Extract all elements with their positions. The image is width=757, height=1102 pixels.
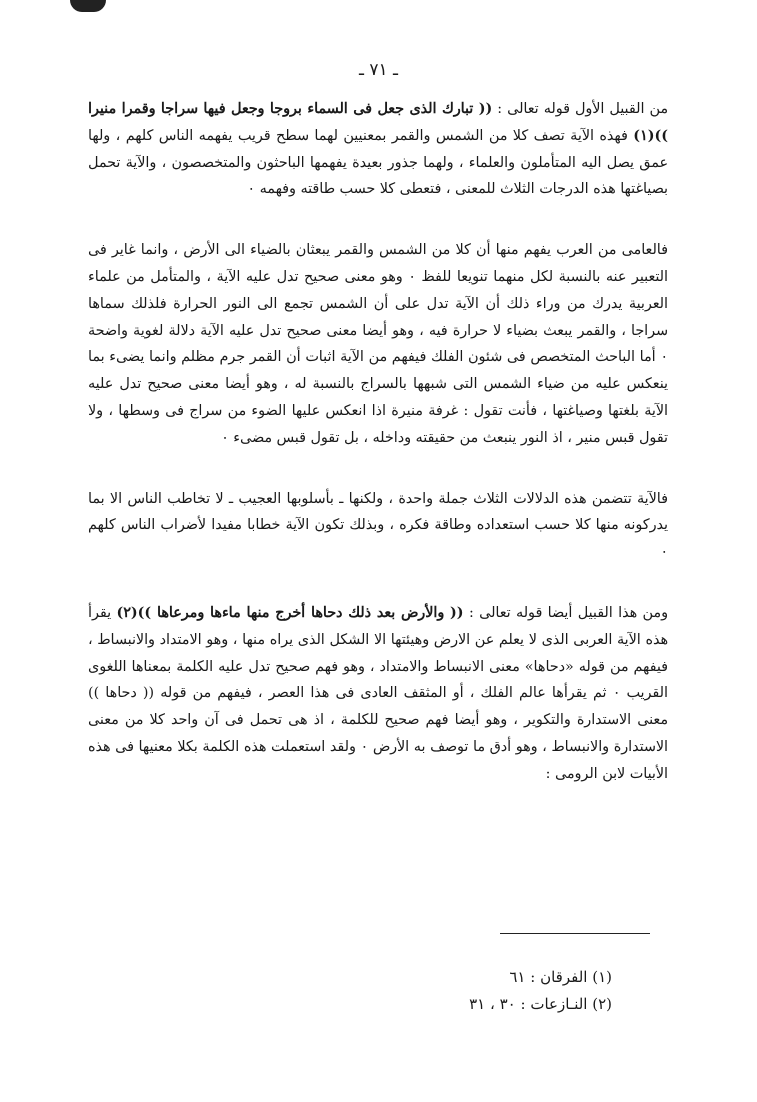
- paragraph-1-text: فهذه الآية تصف كلا من الشمس والقمر بمعنيين لهما سطح قريب يفهمه الناس كلهم ، ولها عمق يصل اليه المتأملون والعلماء ، ولهما جذور بعيدة يفهمها الباحثون والمتخصصون ، والآية تحمل بصياغتها هذه الدرجات الثلاث للمعنى ، فتعطى كلا حسب طاقته وفهمه ٠: [88, 127, 668, 198]
- page-number: ـ ٧١ ـ: [358, 60, 399, 80]
- quran-quote-2: (( والأرض بعد ذلك دحاها أخرج منها ماءها ومرعاها ))(٢): [116, 604, 464, 621]
- footnotes: [300, 964, 612, 1018]
- page-corner-mark: [70, 0, 106, 12]
- footnote-1: (١) الفرقان : ٦١: [509, 968, 612, 986]
- quran-quote-1: (( تبارك الذى جعل فى السماء بروجا وجعل فيها سراجا وقمرا منيرا ))(١): [88, 101, 668, 144]
- footnote-divider: [500, 933, 650, 934]
- paragraph-4-lead: ومن هذا القبيل أيضا قوله تعالى :: [463, 604, 668, 621]
- paragraph-2: فالعامى من العرب يفهم منها أن كلا من الشمس والقمر يبعثان بالضياء الى الأرض ، وانما غاير فى التعبير عنه بالنسبة لكل منهما تنويعا للفظ ٠ وهو معنى صحيح تدل عليه الآية ، والمتأمل من علماء العربية يدرك من وراء ذلك أن الآية تدل على أن الشمس تجمع الى النور الحرارة فلذلك سماها سراجا ، والقمر يبعث بضياء لا حرارة فيه ، وهو أيضا معنى صحيح تدل عليه الآية دلالة لغوية واضحة ٠ أما الباحث المتخصص فى شئون الفلك فيفهم من الآية اثبات أن القمر جرم مظلم وانما يضىء بما ينعكس عليه من ضياء الشمس التى شبهها بالسراج بالنسبة له ، وهو أيضا معنى صحيح تدل عليه الآية بلغتها وصياغتها ، فأنت تقول : غرفة منيرة اذا انعكس عليها الضوء من سراج فى وسطها ، ولا تقول قبس منير ، اذ النور ينبعث من حقيقته وداخله ، بل تقول قبس مضىء ٠: [88, 242, 668, 446]
- footnote-2: (٢) النـازعات : ٣٠ ، ٣١: [469, 995, 612, 1013]
- page-body: [88, 96, 668, 822]
- paragraph-4: [88, 600, 668, 788]
- paragraph-1: [88, 96, 668, 203]
- paragraph-4-text: يقرأ هذه الآية العربى الذى لا يعلم عن الارض وهيئتها الا الشكل الذى يراه منها ، وهو الامتداد والانبساط ، فيفهم من قوله «دحاها» معنى الانبساط والامتداد ، وهو فهم صحيح تدل عليه الكلمة بمعناها اللغوى القريب ٠ ثم يقرأها عالم الفلك ، أو المثقف العادى فى هذا العصر ، فيفهم من قوله (( دحاها )) معنى الاستدارة والتكوير ، وهو أيضا فهم صحيح للكلمة ، اذ هى تحمل فى آن واحد كلا من معنى الاستدارة والانبساط ، وهو أدق ما توصف به الأرض ٠ ولقد استعملت هذه الكلمة بكلا معنيها فى هذه الأبيات لابن الرومى :: [88, 604, 669, 782]
- paragraph-1-lead: من القبيل الأول قوله تعالى :: [492, 101, 668, 117]
- paragraph-3: فالآية تتضمن هذه الدلالات الثلاث جملة واحدة ، ولكنها ـ بأسلوبها العجيب ـ لا تخاطب الناس الا بما يدركونه منها كلا حسب استعداده وطاقة فكره ، وبذلك تكون الآية خطابا مفيدا لأضراب الناس كلهم ٠: [88, 490, 668, 561]
